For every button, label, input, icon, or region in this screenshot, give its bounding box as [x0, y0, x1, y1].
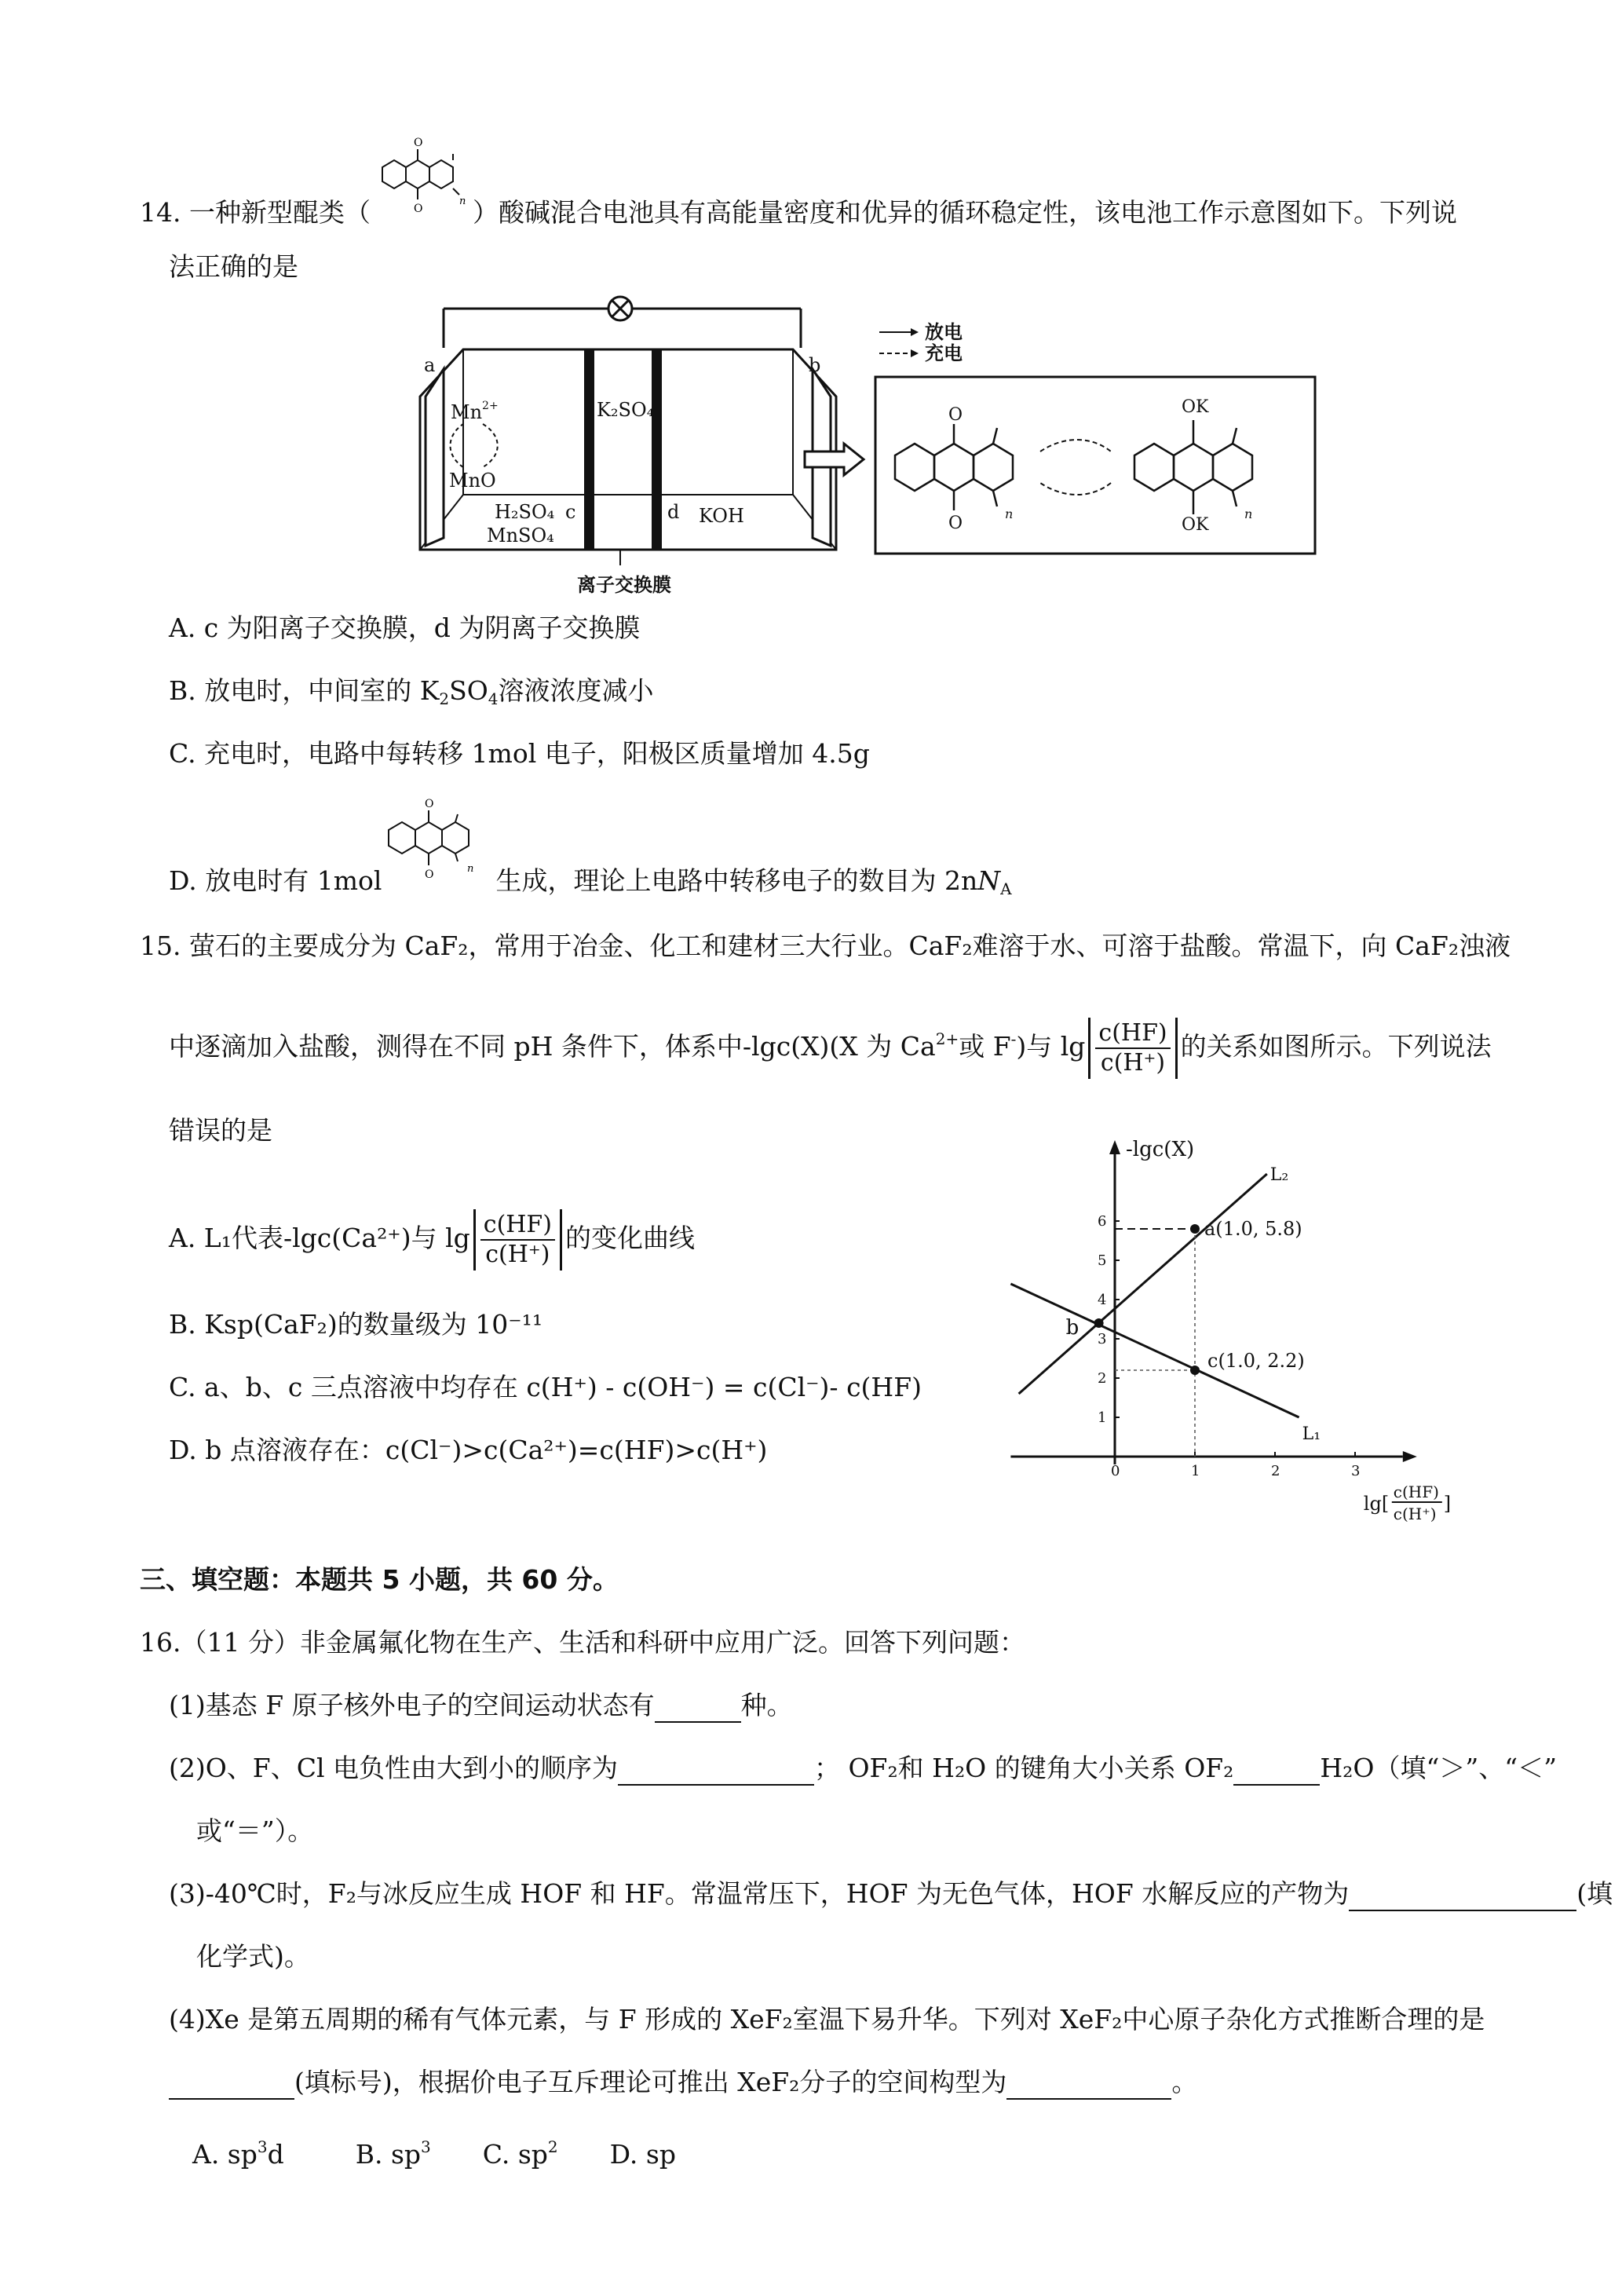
q16-part1: (1)基态 F 原子核外电子的空间运动状态有 种。 — [169, 1688, 793, 1723]
electrode-label-b: b — [809, 354, 821, 376]
x-axis-arrow — [1403, 1451, 1417, 1462]
blank-4a[interactable] — [169, 2075, 294, 2100]
legend-discharge: 放电 — [925, 320, 963, 343]
blank-4b[interactable] — [1006, 2075, 1171, 2100]
cell-outline — [420, 349, 836, 550]
q14-option-b: B. 放电时，中间室的 $K_2SO_4$溶液浓度减小 — [169, 675, 654, 708]
q15-option-a: A. L₁代表-lgc(Ca²⁺)与 lg $\frac{c(HF)}{c(H^+)}$ 的变化曲线 — [169, 1209, 695, 1270]
choice-a: A. $sp^3d$ — [192, 2137, 284, 2170]
d-o-bottom: O — [425, 868, 434, 881]
x-tick-label: 3 — [1351, 1463, 1361, 1479]
ok-bottom-label: OK — [1182, 515, 1209, 535]
reaction-panel — [875, 377, 1315, 554]
quinone-formula-inline — [371, 137, 473, 221]
q16-part4-line2: (填标号)，根据价电子互斥理论可推出 XeF₂分子的空间构型为 。 — [169, 2065, 1197, 2100]
q16-part2-cont: 或“＝”）。 — [196, 1815, 314, 1846]
blank-1[interactable] — [655, 1698, 741, 1723]
choice-b: B. $sp^3$ — [355, 2137, 431, 2170]
q16-part3: (3)-40℃时，F₂与冰反应生成 HOF 和 HF。常温常压下，HOF 为无色气体，HOF 水解反应的产物为 (填 — [169, 1877, 1613, 1911]
q14-stem-part1: 14. 一种新型醌类（ — [140, 197, 371, 228]
q14-stem-line2: 法正确的是 — [169, 251, 298, 282]
legend-charge: 充电 — [925, 342, 963, 364]
membrane-label-d: d — [667, 501, 680, 523]
q16-choices — [192, 2130, 676, 2172]
panel-o-bottom: O — [948, 514, 963, 533]
carbonyl-o-top: O — [413, 137, 423, 149]
blank-2b[interactable] — [1233, 1760, 1320, 1786]
koh-label: KOH — [699, 505, 744, 527]
battery-diagram — [408, 294, 1319, 605]
q16-part4: (4)Xe 是第五周期的稀有气体元素，与 F 形成的 XeF₂室温下易升华。下列对 XeF₂中心原子杂化方式推断合理的是 — [169, 2004, 1485, 2035]
k2so4-label: K₂SO₄ — [597, 399, 655, 421]
n-subscript: n — [458, 196, 466, 207]
q16-stem: 16.（11 分）非金属氟化物在生产、生活和科研中应用广泛。回答下列问题： — [140, 1627, 1025, 1658]
membrane-d — [652, 349, 662, 550]
d-o-top: O — [425, 798, 434, 810]
x-tick-label: 0 — [1111, 1463, 1120, 1479]
x-label-close: ] — [1443, 1493, 1452, 1515]
x-label-num: c(HF) — [1393, 1483, 1439, 1501]
y-tick-label: 4 — [1098, 1292, 1107, 1308]
y-tick-label: 5 — [1098, 1252, 1107, 1269]
q14-option-c: C. 充电时，电路中每转移 1mol 电子，阳极区质量增加 4.5g — [169, 738, 870, 769]
label-c: c(1.0, 2.2) — [1207, 1350, 1305, 1372]
hydroquinone-k-structure — [1134, 420, 1252, 514]
point-c — [1190, 1366, 1200, 1375]
series-label-1: L₂ — [1269, 1165, 1289, 1185]
x-label-den: c(H⁺) — [1393, 1504, 1437, 1523]
q15-stem-line3: 错误的是 — [169, 1115, 272, 1146]
mn2-label: $Mn^{2+}$ — [451, 400, 499, 423]
fraction-hf-h: $\frac{c(HF)}{c(H^+)}$ — [1095, 1019, 1170, 1077]
choice-c: C. $sp^2$ — [482, 2137, 558, 2170]
bracket-fraction-stem — [1088, 1018, 1177, 1079]
q14-option-d: D. 放电时有 1mol 生成，理论上电路中转移电子的数目为 $2nN_A$ — [169, 865, 1012, 898]
mno2-label: MnO — [449, 470, 496, 492]
point-a — [1190, 1224, 1200, 1234]
label-b: b — [1065, 1316, 1080, 1340]
x-tick-label: 1 — [1191, 1463, 1200, 1479]
y-tick-label: 2 — [1098, 1370, 1107, 1387]
q14-option-a: A. c 为阳离子交换膜，d 为阴离子交换膜 — [169, 612, 641, 643]
panel-n-right: n — [1244, 506, 1253, 521]
q16-part2: (2)O、F、Cl 电负性由大到小的顺序为 ； OF₂和 H₂O 的键角大小关系 OF₂ H₂O（填“＞”、“＜” — [169, 1751, 1557, 1786]
quinone-structure — [895, 424, 1013, 510]
electrode-label-a: a — [424, 354, 436, 376]
q15-option-d: D. b 点溶液存在：c(Cl⁻)>c(Ca²⁺)=c(HF)>c(H⁺) — [169, 1435, 768, 1465]
y-tick-label: 6 — [1098, 1213, 1107, 1230]
x-axis-label — [1364, 1483, 1451, 1523]
choice-d: D. sp — [609, 2139, 676, 2170]
q15-option-b: B. Ksp(CaF₂)的数量级为 10⁻¹¹ — [169, 1309, 543, 1340]
electrode-a — [426, 369, 444, 546]
x-tick-label: 2 — [1271, 1463, 1280, 1479]
series-label-2: L₁ — [1302, 1424, 1321, 1444]
ok-top-label: OK — [1182, 397, 1209, 417]
membrane-label-c: c — [565, 501, 576, 523]
y-axis-arrow — [1109, 1140, 1120, 1154]
q15-stem-line1: 15. 萤石的主要成分为 CaF₂，常用于冶金、化工和建材三大行业。CaF₂难溶于水、可溶于盐酸。常温下，向 CaF₂浊液 — [140, 930, 1511, 961]
membrane-c — [584, 349, 594, 550]
q15-stem-line2: 中逐滴加入盐酸，测得在不同 pH 条件下，体系中-lgc(X)(X 为 $Ca^{2+}$或 F-)与 lg $\frac{c(HF)}{c(H^+)}$ 的关系如图所示。下列说法 — [169, 1018, 1492, 1079]
x-label-lg: lg[ — [1363, 1493, 1390, 1515]
blank-3[interactable] — [1349, 1886, 1576, 1911]
bracket-fraction-a: $\frac{c(HF)}{c(H^+)}$ — [473, 1209, 562, 1270]
y-axis-label: -lgc(X) — [1126, 1138, 1195, 1161]
anthraquinone-polymer-structure — [367, 132, 477, 218]
redox-arrow-up — [451, 424, 464, 467]
mnso4-label: MnSO₄ — [487, 525, 554, 547]
q14-stem-line1 — [140, 137, 1457, 230]
y-tick-label: 1 — [1098, 1409, 1107, 1426]
membrane-caption: 离子交换膜 — [577, 573, 671, 596]
h2so4-label: H₂SO₄ — [495, 501, 555, 523]
q14-stem-part2: ）酸碱混合电池具有高能量密度和优异的循环稳定性，该电池工作示意图如下。下列说 — [472, 197, 1457, 228]
point-b — [1094, 1318, 1104, 1328]
q15-option-c: C. a、b、c 三点溶液中均存在 c(H⁺) - c(OH⁻) = c(Cl⁻)- c(HF) — [169, 1372, 922, 1402]
q16-part3-cont: 化学式)。 — [196, 1941, 310, 1972]
section3-heading: 三、填空题：本题共 5 小题，共 60 分。 — [140, 1564, 619, 1595]
panel-o-top: O — [948, 405, 963, 425]
panel-n-left: n — [1005, 506, 1014, 521]
d-n: n — [467, 863, 474, 875]
label-a: a(1.0, 5.8) — [1204, 1218, 1302, 1240]
y-tick-label: 3 — [1098, 1331, 1107, 1347]
carbonyl-o-bottom: O — [413, 203, 423, 215]
blank-2a[interactable] — [618, 1760, 814, 1786]
reversible-arrow — [1040, 440, 1111, 495]
q15-chart — [1005, 1127, 1507, 1535]
redox-arrow-down — [483, 424, 498, 467]
